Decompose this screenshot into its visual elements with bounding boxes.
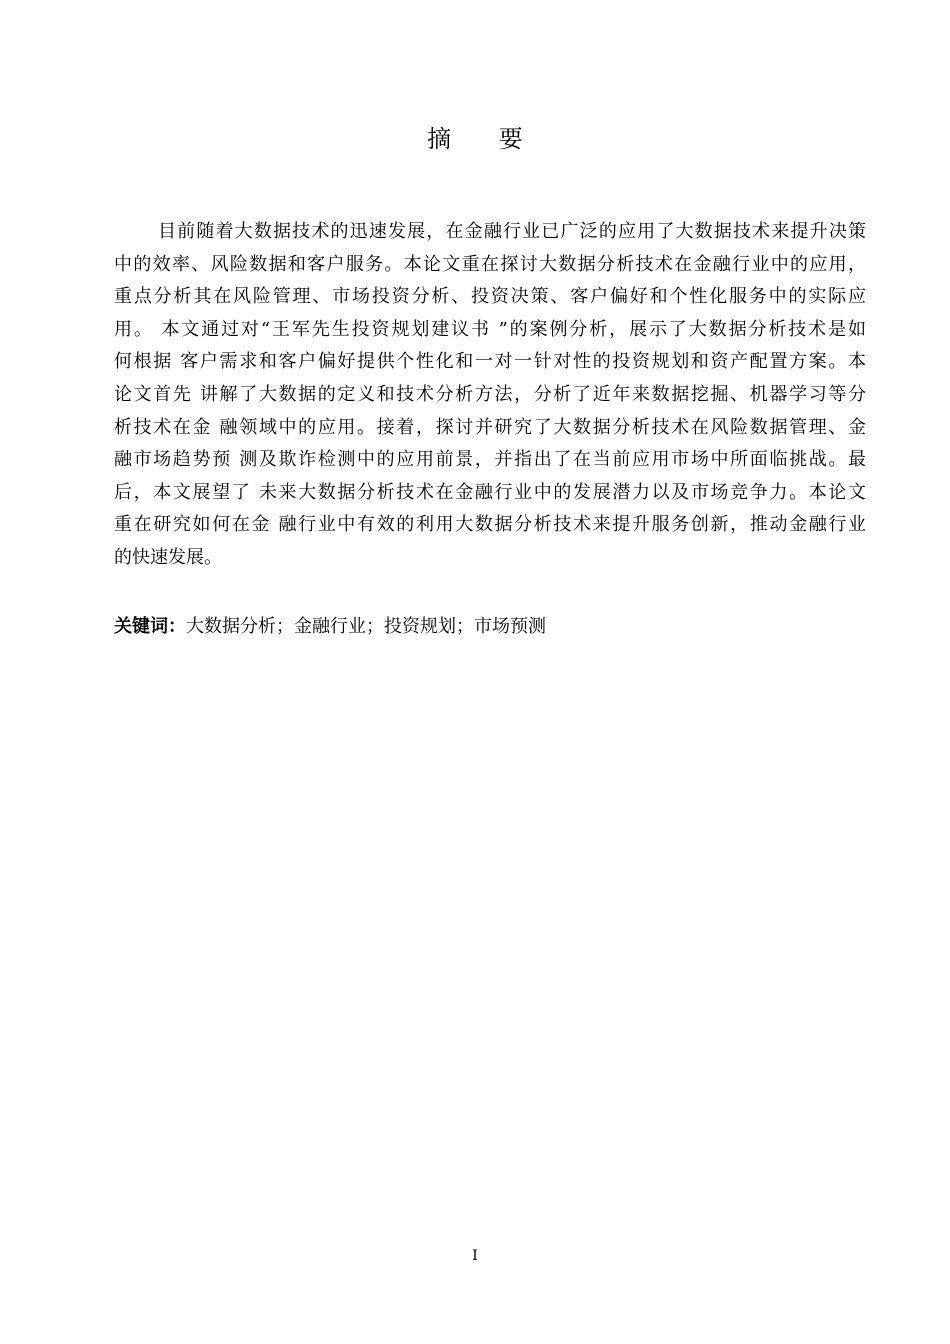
abstract-line: 重点分析其在风险管理、市场投资分析、投资决策、客户偏好和个性化服务中的实际应: [114, 286, 866, 308]
abstract-line: 何根据 客户需求和客户偏好提供个性化和一对一针对性的投资规划和资产配置方案。本: [114, 351, 866, 373]
abstract-line: 目前随着大数据技术的迅速发展，在金融行业已广泛的应用了大数据技术来提升决策: [158, 221, 866, 242]
abstract-line: 后，本文展望了 未来大数据分析技术在金融行业中的发展潜力以及市场竞争力。本论文: [114, 481, 866, 503]
keywords-label: 关键词：: [114, 616, 186, 637]
abstract-body: [114, 216, 866, 575]
page-title: 摘 要: [427, 125, 543, 153]
abstract-line: 析技术在金 融领域中的应用。接着，探讨并研究了大数据分析技术在风险数据管理、金: [114, 416, 866, 438]
abstract-line: 重在研究如何在金 融行业中有效的利用大数据分析技术来提升服务创新，推动金融行业: [114, 514, 866, 536]
abstract-line: 融市场趋势预 测及欺诈检测中的应用前景，并指出了在当前应用市场中所面临挑战。最: [114, 449, 866, 471]
page-number: I: [472, 1248, 478, 1264]
abstract-line: 的快速发展。: [114, 546, 222, 568]
abstract-line: 用。 本文通过对“王军先生投资规划建议书 ”的案例分析，展示了大数据分析技术是如: [114, 318, 866, 340]
keywords: [114, 612, 546, 642]
keywords-text: 大数据分析；金融行业；投资规划；市场预测: [186, 616, 546, 637]
abstract-line: 论文首先 讲解了大数据的定义和技术分析方法，分析了近年来数据挖掘、机器学习等分: [114, 383, 866, 405]
abstract-line: 中的效率、风险数据和客户服务。本论文重在探讨大数据分析技术在金融行业中的应用，: [114, 253, 866, 275]
